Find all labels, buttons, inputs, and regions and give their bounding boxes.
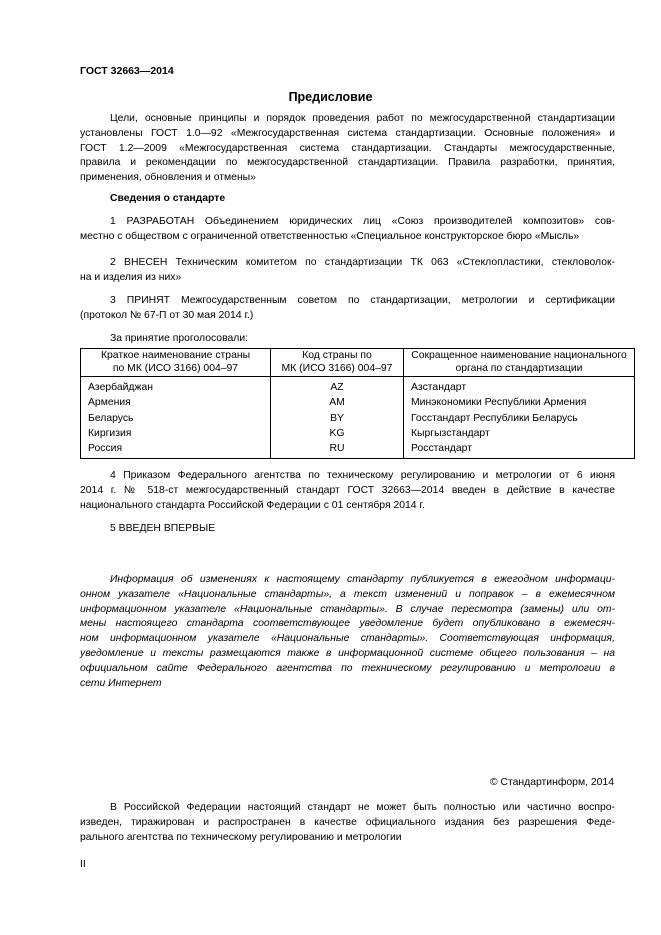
item-3 xyxy=(80,294,615,324)
text-line: установлены ГОСТ 1.0—92 «Межгосударственная система стандартизации. Основные положения» и xyxy=(80,127,615,139)
reproduction-notice xyxy=(80,801,615,845)
text-line: изведен, тиражирован и распространен в качестве официального издания без разрешения Феде- xyxy=(80,816,615,828)
text-line: Информация об изменениях к настоящему стандарту публикуется в ежегодном информаци- xyxy=(110,574,615,585)
text-line: официальном сайте Федерального агентства по техническому регулированию и метрологии в xyxy=(80,662,615,674)
text-line: 3 ПРИНЯТ Межгосударственным советом по стандартизации, метрологии и сертификации xyxy=(110,295,615,306)
cell-country: Россия xyxy=(81,441,271,459)
item-5: 5 ВВЕДЕН ВПЕРВЫЕ xyxy=(110,523,216,534)
cell-body: Минэкономики Республики Армения xyxy=(404,395,635,410)
text-line: на и изделия из них» xyxy=(80,271,182,283)
text-line: применения, обновления и отмены» xyxy=(80,172,256,184)
cell-country: Беларусь xyxy=(81,411,271,426)
cell-country: Армения xyxy=(81,395,271,410)
text-line: 2 ВНЕСЕН Техническим комитетом по стандартизации ТК 063 «Стеклопластики, стекловолок- xyxy=(110,257,615,268)
text-line: 4 Приказом Федерального агентства по техническому регулированию и метрологии от 6 июня xyxy=(110,470,615,481)
text-line: В Российской Федерации настоящий стандарт не может быть полностью или частично воспро- xyxy=(110,802,615,813)
voting-table xyxy=(80,348,635,459)
page-number: II xyxy=(80,859,86,870)
text-line: ном информационном указателе «Национальные стандарты». Соответствующая информация, xyxy=(80,633,615,645)
header-line: по МК (ИСО 3166) 004–97 xyxy=(112,362,239,374)
cell-code: BY xyxy=(271,411,404,426)
column-header-country xyxy=(81,349,271,377)
text-line: (протокол № 67-П от 30 мая 2014 г.) xyxy=(80,309,254,321)
intro-paragraph xyxy=(80,112,615,186)
header-line: органа по стандартизации xyxy=(455,362,583,374)
text-line: сети Интернет xyxy=(80,677,162,689)
item-2 xyxy=(80,256,615,286)
cell-body: Кыргызстандарт xyxy=(404,426,635,441)
cell-code: AZ xyxy=(271,377,404,396)
cell-code: AM xyxy=(271,395,404,410)
cell-country: Киргизия xyxy=(81,426,271,441)
cell-code: RU xyxy=(271,441,404,459)
table-row xyxy=(81,395,635,410)
cell-code: KG xyxy=(271,426,404,441)
text-line: национального стандарта Российской Федерации с 01 сентября 2014 г. xyxy=(80,499,425,511)
text-line: 2014 г. № 518-ст межгосударственный стандарт ГОСТ 32663—2014 введен в действие в качестве xyxy=(80,484,615,496)
text-line: ГОСТ 1.2—2009 «Межгосударственная система стандартизации. Стандарты межгосударственные, xyxy=(80,142,615,154)
cell-country: Азербайджан xyxy=(81,377,271,396)
item-4 xyxy=(80,469,615,513)
header-line: Краткое наименование страны xyxy=(100,350,251,361)
column-header-body xyxy=(404,349,635,377)
table-row xyxy=(81,411,635,426)
item-1 xyxy=(80,215,615,245)
text-line: уведомление и тексты размещаются также в информационной системе общего пользования – на xyxy=(80,647,615,659)
text-line: местно с обществом с ограниченной ответственностью «Специальное конструкторское бюро «Мысль» xyxy=(80,230,580,242)
text-line: 1 РАЗРАБОТАН Объединением юридических лиц «Союз производителей композитов» сов- xyxy=(110,216,615,227)
header-line: Код страны по xyxy=(302,350,372,361)
text-line: мены настоящего стандарта соответствующее уведомление будет опубликовано в ежемесяч- xyxy=(80,618,615,630)
vote-caption: За принятие проголосовали: xyxy=(110,333,249,344)
document-header: ГОСТ 32663—2014 xyxy=(80,65,174,77)
cell-body: Азстандарт xyxy=(404,377,635,396)
table-row xyxy=(81,441,635,459)
header-line: МК (ИСО 3166) 004–97 xyxy=(281,362,393,374)
text-line: правила и рекомендации по межгосударственной стандартизации. Правила разработки, принятия, xyxy=(80,157,615,169)
text-line: информационном указателе «Национальные стандарты». В случае пересмотра (замены) или от- xyxy=(80,603,615,615)
page-title: Предисловие xyxy=(288,90,373,104)
text-line: рального агентства по техническому регулированию и метрологии xyxy=(80,831,402,843)
table-row xyxy=(81,377,635,396)
copyright: © Стандартинформ, 2014 xyxy=(489,777,614,788)
cell-body: Госстандарт Республики Беларусь xyxy=(404,411,635,426)
cell-body: Росстандарт xyxy=(404,441,635,459)
table-row xyxy=(81,426,635,441)
change-info-paragraph xyxy=(80,573,615,691)
column-header-code xyxy=(271,349,404,377)
table-header-row xyxy=(81,349,635,377)
section-title: Сведения о стандарте xyxy=(110,193,226,204)
text-line: Цели, основные принципы и порядок проведения работ по межгосударственной стандартизации xyxy=(110,113,615,124)
header-line: Сокращенное наименование национального xyxy=(411,350,627,361)
text-line: онном указателе «Национальные стандарты», а текст изменений и поправок – в ежемесячном xyxy=(80,588,615,600)
